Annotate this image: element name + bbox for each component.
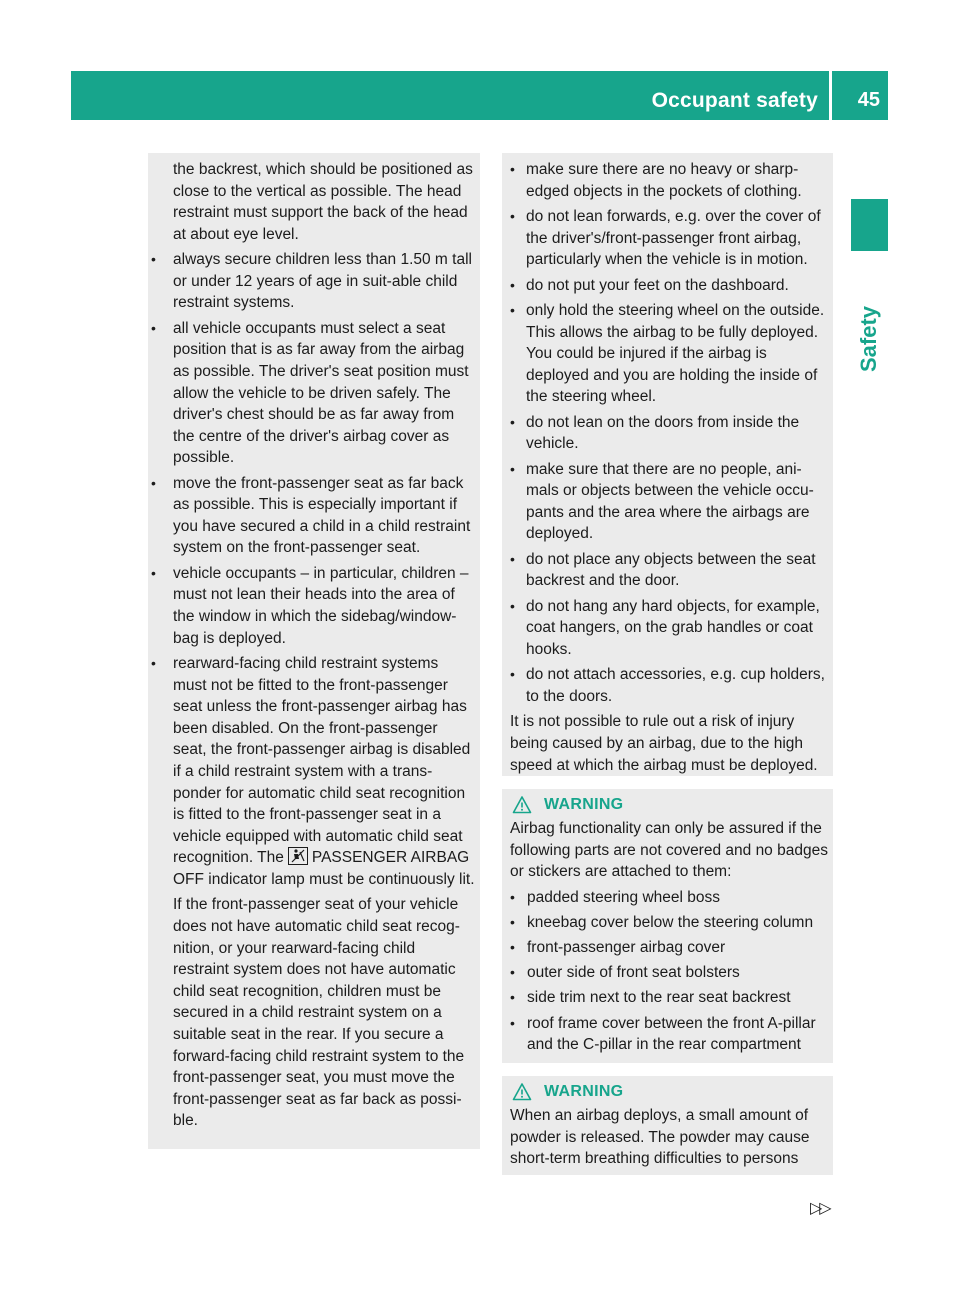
list-item-text: do not lean forwards, e.g. over the cover of the driver's/front-passenger front airbag, particularly when the vehicle is in motion. [526,207,821,269]
lead-paragraph: the backrest, which should be positioned as close to the vertical as possible. The head restraint must support the back of the head at about eye level. [173,161,473,243]
list-item-text: do not lean on the doors from inside the vehicle. [526,413,800,453]
list-item [510,300,830,408]
right-column [502,153,833,776]
right-column-content [510,159,830,780]
warning-title: WARNING [544,1083,624,1101]
list-item [510,596,830,661]
section-title: Occupant safety [651,89,818,112]
warning-box-airbag-function [502,789,833,1063]
list-item-text: kneebag cover below the steering column [527,913,814,931]
list-item-text: always secure children less than 1.50 m tall or under 12 years of age in suit-able child restraint systems. [173,251,472,312]
list-item [510,912,830,934]
bullet-icon: • [510,301,515,318]
continue-arrows-icon: ▷▷ [810,1200,829,1217]
list-item-text: front-passenger airbag cover [527,938,726,956]
list-item-text: move the front-passenger seat as far back as possible. This is especially important if you have secured a child in a child restraint system on the front-passenger seat. [173,474,471,557]
warning-content [510,1079,830,1174]
warning-bullet-list [510,887,830,1056]
list-item [510,664,830,707]
list-item-text: do not attach accessories, e.g. cup holders, to the doors. [526,666,825,706]
warning-title: WARNING [544,796,624,814]
chapter-label: Safety [856,305,881,372]
bullet-icon: • [510,161,515,177]
list-item-text: vehicle occupants – in particular, children – must not lean their heads into the area of the window in which the sidebag/window-bag is deployed. [173,564,469,647]
warning-triangle-icon [512,795,532,815]
warning-box-airbag-powder [502,1076,833,1175]
left-column-content [151,159,475,1136]
list-item [151,563,475,649]
bullet-icon: • [510,1014,515,1031]
warning-header [510,792,830,818]
bullet-icon: • [510,550,515,567]
warning-triangle-icon [512,1082,532,1102]
page-header [71,71,888,120]
list-item-text: make sure that there are no people, ani-mals or objects between the vehicle occu-pants and the area where the airbags are deployed. [526,460,814,543]
header-divider [829,71,832,120]
list-item-text: padded steering wheel boss [527,888,721,906]
list-item [151,473,475,559]
list-item [151,249,475,314]
list-item [510,159,830,202]
bullet-icon: • [151,655,156,672]
list-item-text: roof frame cover between the front A-pillar and the C-pillar in the rear compartment [527,1014,816,1054]
warning-content [510,792,830,1059]
bullet-icon: • [510,413,515,430]
bullet-icon: • [151,319,156,336]
bullet-icon: • [510,207,515,224]
list-item [510,206,830,271]
bullet-icon: • [510,964,515,981]
followup-paragraph: If the front-passenger seat of your vehicle does not have automatic child seat recog-nition, or your rearward-facing child restraint system does not have automatic child seat recognition, children must be secured in a child restraint system on a suitable seat in the rear. If you secure a forward-facing child restraint system to the front-passenger seat, you must move the front-passenger seat as far back as possi-ble. [173,896,465,1130]
bullet-icon: • [510,276,515,293]
list-item-text: side trim next to the rear seat backrest [527,989,791,1007]
list-item-text: outer side of front seat bolsters [527,964,740,982]
list-item [510,987,830,1009]
right-bullet-list [510,159,830,708]
bullet-icon: • [151,564,156,581]
list-item [510,887,830,909]
list-item-text: do not hang any hard objects, for example, coat hangers, on the grab handles or coat hooks. [526,597,820,659]
list-item-text: all vehicle occupants must select a seat position that is as far away from the airbag as possible. The driver's seat position must allow the vehicle to be driven safely. The driver's chest should be as far away from the centre of the driver's airbag cover as possible. [173,319,469,467]
closing-paragraph: It is not possible to rule out a risk of injury being caused by an airbag, due to the high speed at which the airbag must be deployed. [510,713,818,774]
warning-intro: Airbag functionality can only be assured if the following parts are not covered and no badges or stickers are attached to them: [510,820,828,881]
list-item-text: do not place any objects between the seat backrest and the door. [526,550,816,590]
airbag-off-icon [288,847,308,865]
bullet-icon: • [510,938,515,955]
list-item [151,318,475,469]
bullet-icon: • [510,666,515,683]
list-item-text: rearward-facing child restraint systems must not be fitted to the front-passenger seat unless the front-passenger airbag has been disabled. On the front-passenger seat, the front-passenger airbag is disabled if a child restraint system with a trans-ponder for automatic child seat recognition is fitted to the front-passenger seat in a vehicle equipped with automatic child seat recognition. The [173,655,471,867]
bullet-icon: • [510,597,515,614]
left-bullet-list [151,249,475,890]
list-item [510,275,830,297]
page-number: 45 [857,89,880,111]
bullet-icon: • [151,251,156,268]
left-column [148,153,480,1149]
chapter-tab [851,199,888,251]
bullet-icon: • [510,989,515,1006]
warning-header [510,1079,830,1105]
list-item [510,937,830,959]
list-item-text: do not put your feet on the dashboard. [526,276,789,294]
list-item [510,549,830,592]
bullet-icon: • [151,474,156,491]
warning-text: When an airbag deploys, a small amount of powder is released. The powder may cause short-term breathing difficulties to persons [510,1107,810,1168]
list-item [151,653,475,891]
list-item-text: make sure there are no heavy or sharp-edged objects in the pockets of clothing. [526,161,802,200]
list-item [510,962,830,984]
bullet-icon: • [510,913,515,930]
list-item-text: PASSENGER AIRBAG OFF indicator lamp must be continuously lit. [173,849,475,888]
bullet-icon: • [510,888,515,905]
list-item [510,412,830,455]
list-item [510,1013,830,1056]
list-item-text: only hold the steering wheel on the outside. This allows the airbag to be fully deployed. You could be injured if the airbag is deployed and you are holding the inside of the steering wheel. [526,301,825,406]
bullet-icon: • [510,460,515,477]
list-item [510,459,830,545]
